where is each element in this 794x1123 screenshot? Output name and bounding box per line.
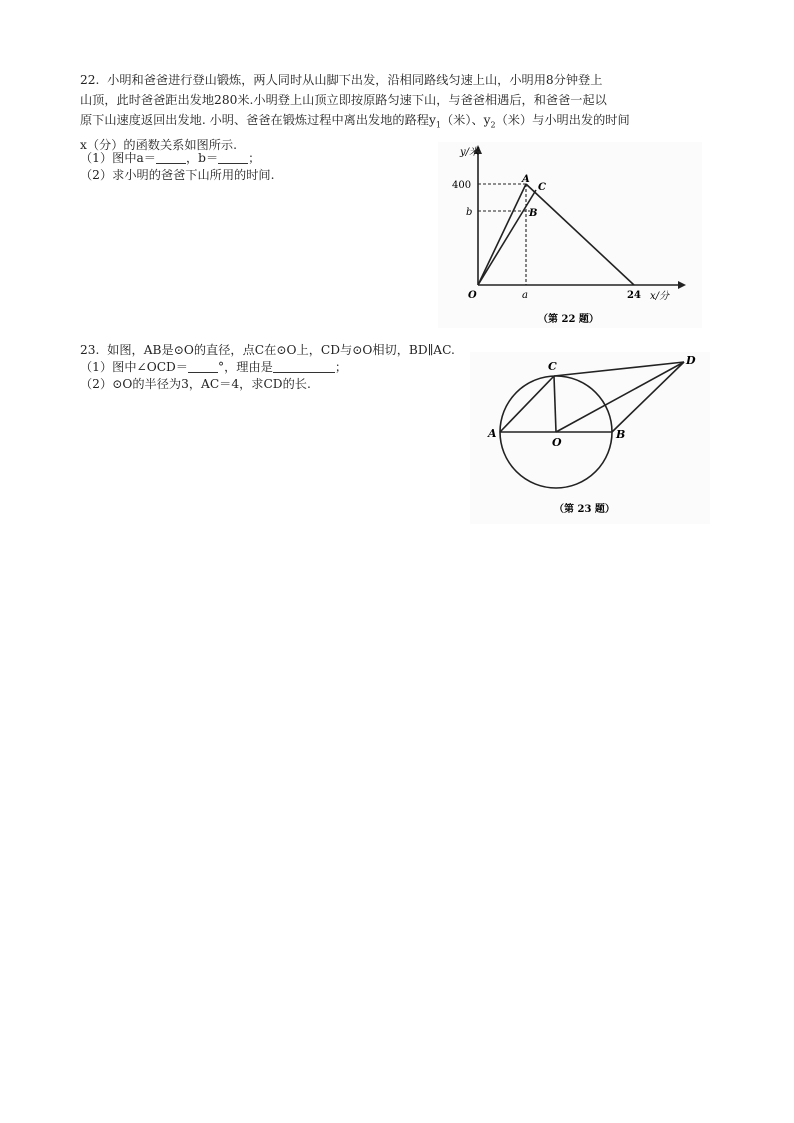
- answer-blank-a[interactable]: [156, 151, 186, 164]
- q22-line-1: [80, 70, 716, 90]
- q23-part-1-prefix: （1）图中∠OCD＝: [80, 360, 188, 374]
- figure-23-graph: [470, 352, 710, 524]
- segment-OD: [556, 362, 684, 432]
- q22-text-line-3b: （米）与小明出发的时间: [495, 113, 630, 127]
- answer-blank-b[interactable]: [218, 151, 248, 164]
- q22-part-1-prefix: （1）图中a＝: [80, 151, 156, 165]
- figure-22-caption: （第 22 题）: [538, 314, 599, 325]
- point-A-label: A: [488, 427, 497, 440]
- figure-23: [470, 352, 710, 524]
- line-OC: [478, 190, 536, 285]
- answer-blank-angle[interactable]: [188, 360, 218, 373]
- q22-part-2: （2）求小明的爸爸下山所用的时间.: [80, 168, 275, 182]
- point-C-label: C: [548, 360, 557, 373]
- figure-23-caption: （第 23 题）: [554, 504, 615, 515]
- q22-part-1: [80, 150, 274, 167]
- point-D-label: D: [686, 354, 696, 367]
- q22-number: 22.: [80, 73, 100, 87]
- q23-number: 23.: [80, 343, 100, 357]
- figure-22-graph: [438, 142, 702, 328]
- point-A-label: A: [522, 174, 530, 185]
- line-A-to-24: [526, 184, 634, 285]
- q23-part-1-middle: °，理由是: [218, 360, 273, 374]
- point-O-label: O: [552, 436, 562, 449]
- point-B-label: B: [529, 208, 538, 219]
- q22-text-line-1: 小明和爸爸进行登山锻炼，两人同时从山脚下出发，沿相同路线匀速上山，小明用8分钟登上: [107, 73, 603, 87]
- q22-sub-2: 2: [490, 120, 496, 130]
- q23-part-2: （2）⊙O的半径为3，AC＝4，求CD的长.: [80, 377, 311, 391]
- q22-line-4: x（分）的函数关系如图所示.: [80, 138, 237, 153]
- q22-line-3: [80, 110, 716, 135]
- tangent-CD: [554, 362, 684, 376]
- x-axis-label: x/分: [650, 291, 670, 302]
- q22-part-1-suffix: ；: [248, 151, 261, 165]
- q22-unit-mid: （米）、y: [440, 113, 491, 127]
- origin-label: O: [468, 290, 477, 301]
- q22-part-1-middle: ，b＝: [185, 151, 219, 165]
- answer-blank-reason[interactable]: [273, 360, 335, 373]
- point-B-label: B: [616, 428, 626, 441]
- segment-BD: [612, 362, 684, 432]
- q23-part-1-suffix: ；: [334, 360, 348, 374]
- q23-stem-text: 如图，AB是⊙O的直径，点C在⊙O上，CD与⊙O相切，BD∥AC.: [107, 343, 455, 357]
- q22-sub-1: 1: [435, 120, 441, 130]
- radius-OC: [554, 376, 556, 432]
- y-tick-400: 400: [452, 180, 472, 191]
- y-axis-label: y/米: [460, 147, 480, 158]
- figure-22: [438, 142, 702, 328]
- x-tick-24: 24: [627, 290, 641, 301]
- point-C-label: C: [538, 182, 546, 193]
- q22-line-2: 山顶，此时爸爸距出发地280米.小明登上山顶立即按原路匀速下山，与爸爸相遇后，和爸爸一起以: [80, 93, 607, 107]
- y-tick-b: b: [466, 207, 473, 218]
- line-OA: [478, 184, 526, 285]
- question-22-parts: [80, 150, 274, 184]
- x-tick-a: a: [522, 290, 528, 301]
- q22-text-line-3a: 原下山速度返回出发地. 小明、爸爸在锻炼过程中离出发地的路程y: [80, 113, 436, 127]
- x-axis-arrow: [678, 281, 686, 289]
